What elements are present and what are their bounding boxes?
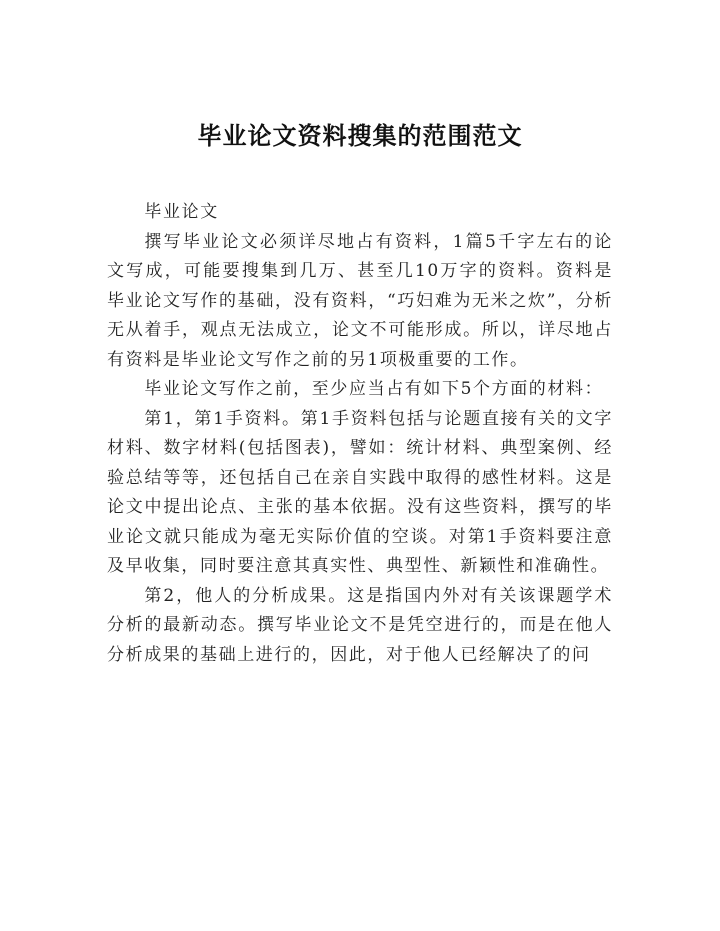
paragraph-materials-list: 毕业论文写作之前，至少应当占有如下5个方面的材料： bbox=[144, 379, 604, 399]
paragraph-others-results: 第2，他人的分析成果。这是指国内外对有关该课题学术分析的最新动态。撰写毕业论文不是凭空进行的，而是在他人分析成果的基础上进行的，因此，对于他人已经解决了的问 bbox=[107, 585, 613, 665]
paragraph-intro: 撰写毕业论文必须详尽地占有资料，1篇5千字左右的论文写成，可能要搜集到几万、甚至几10万字的资料。资料是毕业论文写作的基础，没有资料，“巧妇难为无米之炊”，分析无从着手，观点无法成立，论文不可能形成。所以，详尽地占有资料是毕业论文写作之前的另1项极重要的工作。 bbox=[107, 231, 613, 370]
paragraph-first-hand: 第1，第1手资料。第1手资料包括与论题直接有关的文字材料、数字材料(包括图表)，譬如：统计材料、典型案例、经验总结等等，还包括自己在亲自实践中取得的感性材料。这是论文中提出论点、主张的基本依据。没有这些资料，撰写的毕业论文就只能成为毫无实际价值的空谈。对第1手资料要注意及早收集，同时要注意其真实性、典型性、新颖性和准确性。 bbox=[107, 408, 613, 576]
document-body bbox=[107, 198, 613, 670]
section-heading: 毕业论文 bbox=[144, 202, 219, 222]
document-title: 毕业论文资料搜集的范围范文 bbox=[197, 122, 523, 150]
